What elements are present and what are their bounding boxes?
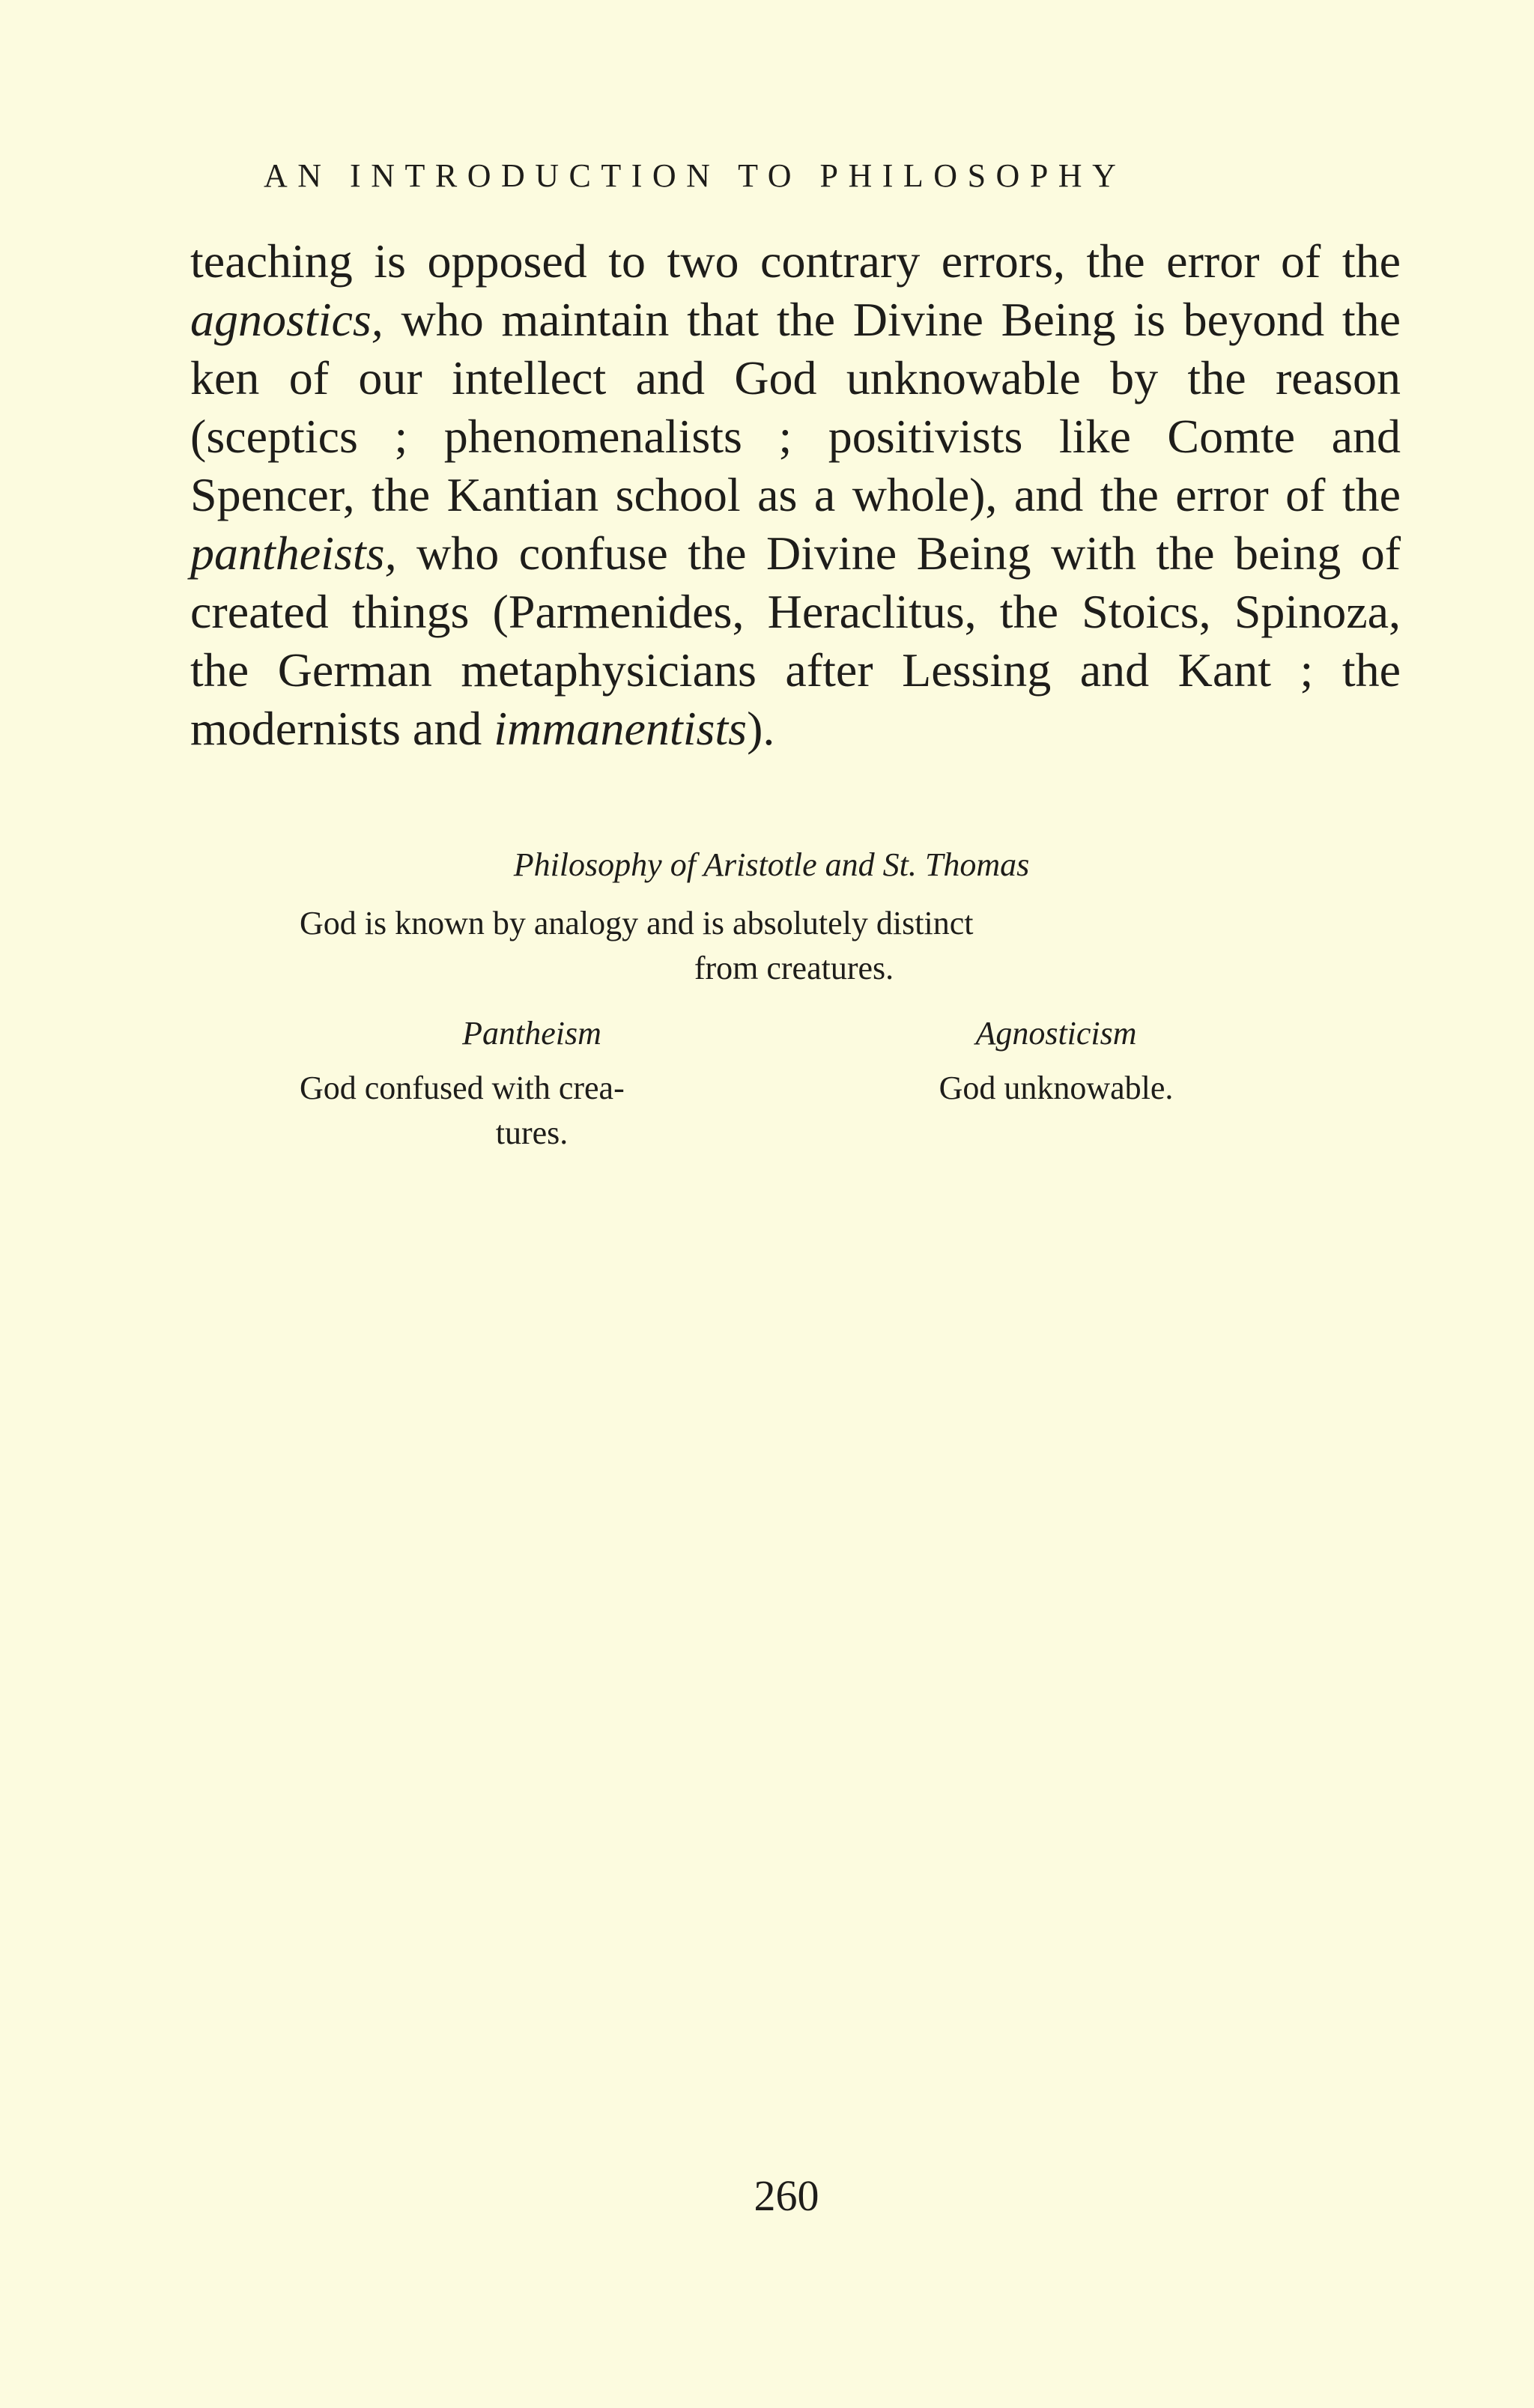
term-immanentists: immanentists bbox=[494, 702, 748, 755]
term-agnostics: agnostics, bbox=[190, 293, 384, 346]
diagram-left-line-2: tures. bbox=[495, 1114, 569, 1151]
diagram-left-line-1: God confused with crea- bbox=[300, 1070, 625, 1106]
paragraph-text-1: teaching is opposed to two contrary errors, the error of the bbox=[190, 234, 1401, 288]
term-pantheists: pantheists, bbox=[190, 527, 397, 580]
diagram-right-line-1: God unknowable. bbox=[939, 1070, 1174, 1106]
diagram-left-title: Pantheism bbox=[462, 1015, 601, 1052]
diagram-top-title: Philosophy of Aristotle and St. Thomas bbox=[513, 846, 1030, 883]
running-head: AN INTRODUCTION TO PHILOSOPHY bbox=[264, 157, 1127, 194]
paragraph-text-3: who confuse the Divine Being with the being of created things (Parmenides, Heraclitus, the Stoics, Spinoza, the German metaphysicians after Lessing and Kant ; the modernists and bbox=[190, 527, 1401, 755]
paragraph-text-2: who maintain that the Divine Being is beyond the ken of our intellect and God unknowable by the reason (sceptics ; phenomenalists ; positivists like Comte and Spencer, the Kantian school as a whole), and the error of the bbox=[190, 293, 1401, 521]
diagram-top-line-1: God is known by analogy and is absolutely distinct bbox=[300, 905, 974, 941]
body-paragraph bbox=[190, 232, 1401, 758]
page-number: 260 bbox=[754, 2171, 819, 2220]
diagram-right-title: Agnosticism bbox=[975, 1015, 1137, 1052]
diagram-top-line-2: from creatures. bbox=[694, 950, 894, 986]
paragraph-text-4: ). bbox=[747, 702, 775, 755]
